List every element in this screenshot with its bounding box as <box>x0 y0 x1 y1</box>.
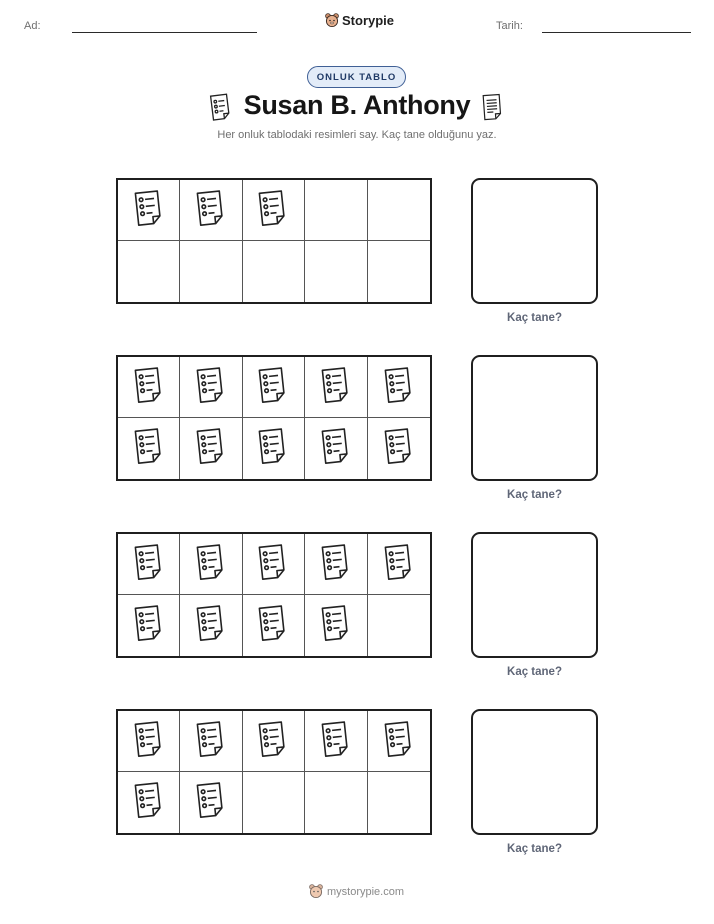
ten-frame-cell <box>368 241 430 302</box>
instructions: Her onluk tablodaki resimleri say. Kaç tane olduğunu yaz. <box>217 129 497 141</box>
ten-frame-cell <box>243 180 305 241</box>
checklist-document-icon <box>380 365 418 410</box>
how-many-prompt-1: Kaç tane? <box>507 312 562 324</box>
checklist-document-icon <box>254 603 292 648</box>
checklist-document-icon <box>130 542 168 587</box>
name-label: Ad: <box>24 20 41 32</box>
ten-frame-cell <box>180 418 242 479</box>
ten-frame-cell <box>118 241 180 302</box>
checklist-document-icon <box>130 365 168 410</box>
answer-box-3[interactable] <box>471 532 598 658</box>
ten-frame-cell <box>305 241 367 302</box>
ten-frame-3 <box>116 532 432 658</box>
brand-name: Storypie <box>342 13 395 28</box>
ten-frame-cell <box>368 772 430 833</box>
ten-frame-cell <box>180 534 242 595</box>
ten-frame-cell <box>243 595 305 656</box>
checklist-document-icon <box>192 780 230 825</box>
checklist-document-icon <box>192 542 230 587</box>
ten-frame-cell <box>305 595 367 656</box>
storypie-mascot-icon <box>325 13 339 28</box>
ten-frame-cell <box>368 534 430 595</box>
checklist-document-icon <box>130 188 168 233</box>
checklist-document-icon <box>130 719 168 764</box>
ten-frame-cell <box>368 357 430 418</box>
ten-frame-cell <box>368 418 430 479</box>
ten-frame-cell <box>305 180 367 241</box>
ten-frame-cell <box>180 595 242 656</box>
ten-frame-cell <box>305 772 367 833</box>
checklist-document-icon <box>380 426 418 471</box>
ten-frame-cell <box>118 595 180 656</box>
checklist-document-icon <box>192 719 230 764</box>
checklist-document-icon <box>192 603 230 648</box>
checklist-document-icon <box>317 365 355 410</box>
storypie-mascot-icon <box>309 884 323 899</box>
ten-frame-cell <box>368 180 430 241</box>
ten-frame-cell <box>118 534 180 595</box>
checklist-document-icon <box>254 188 292 233</box>
checklist-document-icon <box>192 426 230 471</box>
ten-frame-cell <box>305 357 367 418</box>
ten-frame-cell <box>243 534 305 595</box>
worksheet-type-badge: ONLUK TABLO <box>307 66 406 88</box>
checklist-document-icon <box>130 426 168 471</box>
how-many-prompt-3: Kaç tane? <box>507 666 562 678</box>
checklist-document-icon <box>317 426 355 471</box>
ten-frame-cell <box>305 534 367 595</box>
ten-frame-cell <box>118 418 180 479</box>
checklist-document-icon <box>192 188 230 233</box>
checklist-document-icon <box>380 542 418 587</box>
checklist-document-icon <box>130 780 168 825</box>
title-document-right-icon <box>480 92 506 122</box>
checklist-document-icon <box>130 603 168 648</box>
ten-frame-cell <box>180 241 242 302</box>
ten-frame-cell <box>118 711 180 772</box>
ten-frame-cell <box>368 595 430 656</box>
answer-box-4[interactable] <box>471 709 598 835</box>
ten-frame-cell <box>243 241 305 302</box>
checklist-document-icon <box>192 365 230 410</box>
ten-frame-2 <box>116 355 432 481</box>
ten-frame-cell <box>118 357 180 418</box>
ten-frame-cell <box>118 180 180 241</box>
how-many-prompt-2: Kaç tane? <box>507 489 562 501</box>
ten-frame-cell <box>118 772 180 833</box>
ten-frame-cell <box>243 772 305 833</box>
date-label: Tarih: <box>496 20 523 32</box>
answer-box-1[interactable] <box>471 178 598 304</box>
checklist-document-icon <box>380 719 418 764</box>
page-title: Susan B. Anthony <box>243 90 471 120</box>
ten-frame-cell <box>368 711 430 772</box>
ten-frame-cell <box>180 772 242 833</box>
ten-frame-1 <box>116 178 432 304</box>
checklist-document-icon <box>317 719 355 764</box>
checklist-document-icon <box>254 719 292 764</box>
ten-frame-cell <box>243 418 305 479</box>
checklist-document-icon <box>317 603 355 648</box>
ten-frame-cell <box>180 711 242 772</box>
footer-url: mystorypie.com <box>327 885 405 898</box>
checklist-document-icon <box>254 542 292 587</box>
ten-frame-cell <box>243 357 305 418</box>
date-field-line[interactable] <box>542 32 691 33</box>
ten-frame-cell <box>243 711 305 772</box>
checklist-document-icon <box>254 426 292 471</box>
ten-frame-cell <box>305 418 367 479</box>
how-many-prompt-4: Kaç tane? <box>507 843 562 855</box>
checklist-document-icon <box>317 542 355 587</box>
ten-frame-cell <box>305 711 367 772</box>
ten-frame-cell <box>180 180 242 241</box>
footer <box>309 884 404 899</box>
ten-frame-cell <box>180 357 242 418</box>
name-field-line[interactable] <box>72 32 257 33</box>
checklist-document-icon <box>254 365 292 410</box>
storypie-logo <box>325 13 394 28</box>
ten-frame-4 <box>116 709 432 835</box>
answer-box-2[interactable] <box>471 355 598 481</box>
